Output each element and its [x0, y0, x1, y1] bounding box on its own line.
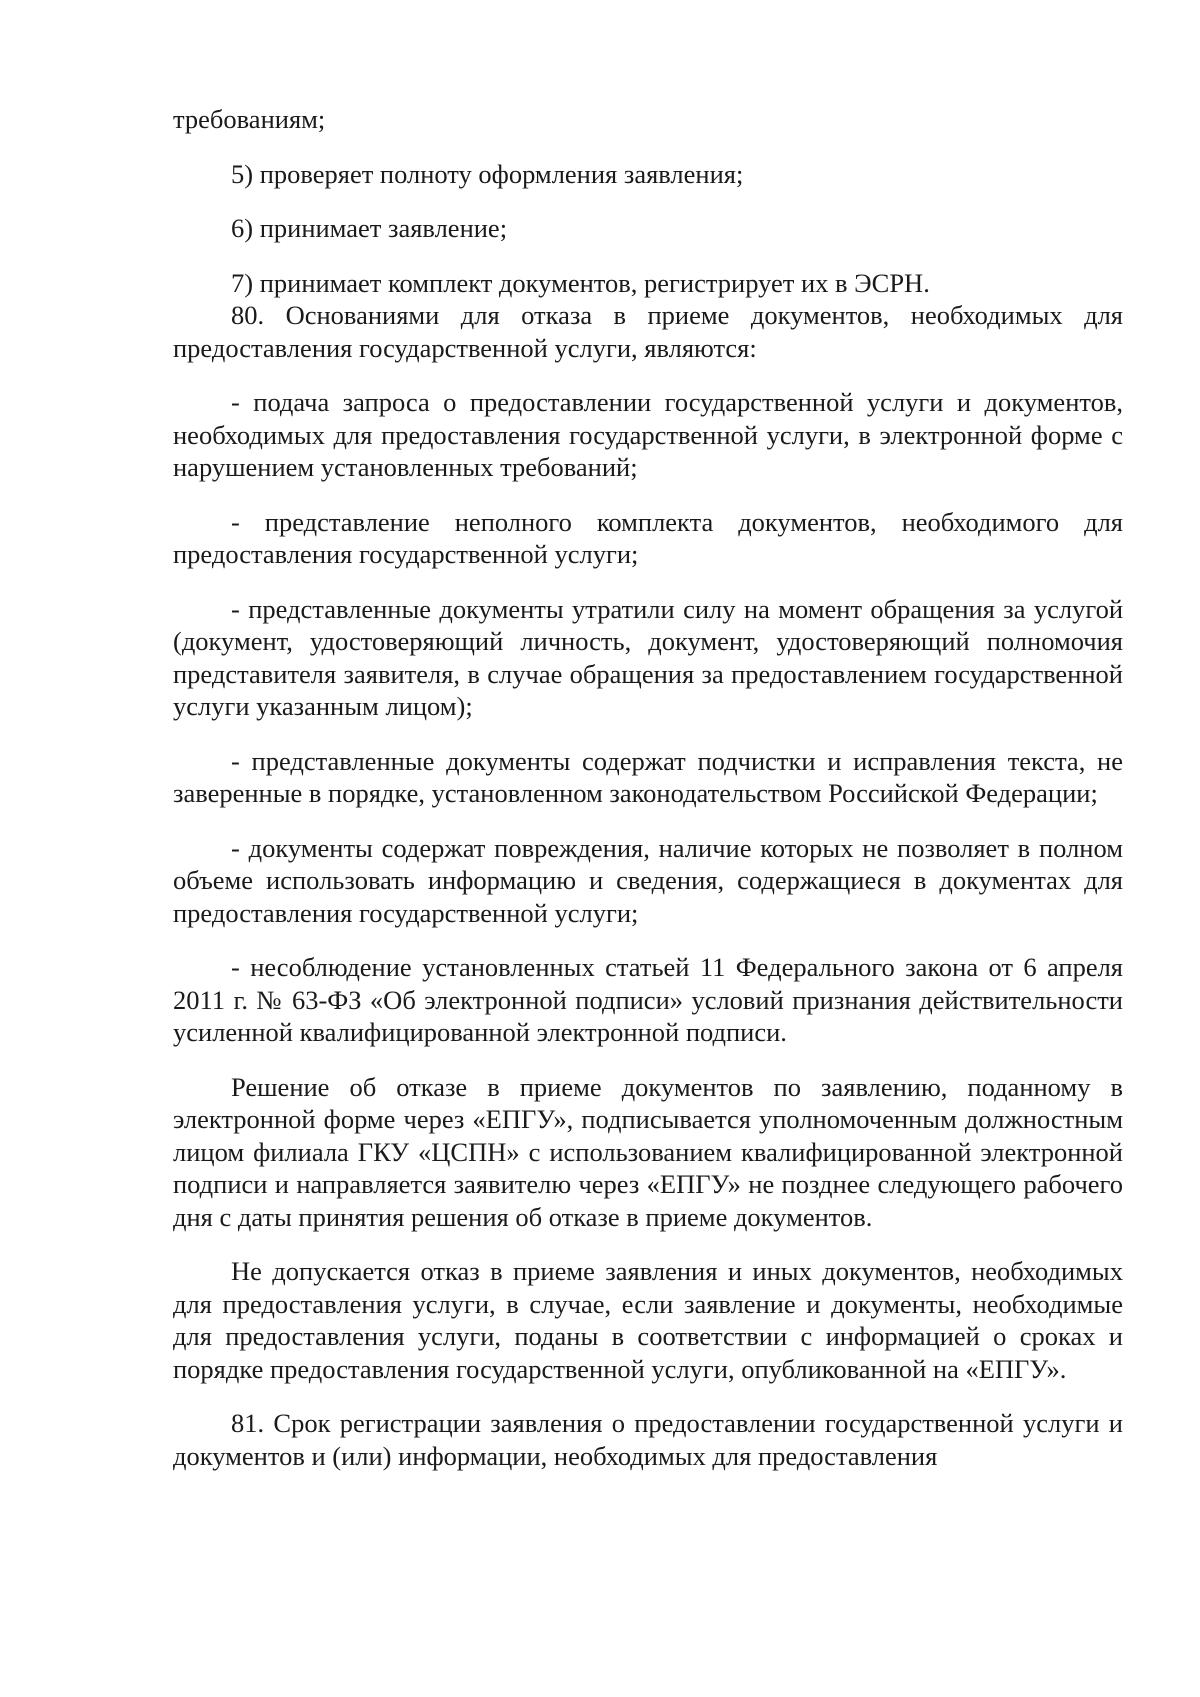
paragraph-reason-5: - документы содержат повреждения, наличие которых не позволяет в полном объеме использовать информацию и сведения, содержащиеся в документах для предоставления государственной услуги;	[173, 832, 1123, 928]
paragraph-reason-3: - представленные документы утратили силу на момент обращения за услугой (документ, удостоверяющий личность, документ, удостоверяющий полномочия представителя заявителя, в случае обращения за предоставлением государственной услуги указанным лицом);	[173, 593, 1123, 721]
paragraph-reason-2: - представление неполного комплекта документов, необходимого для предоставления государственной услуги;	[173, 506, 1123, 569]
paragraph-item-5: 5) проверяет полноту оформления заявления;	[231, 158, 744, 189]
paragraph-reason-6: - несоблюдение установленных статьей 11 Федерального закона от 6 апреля 2011 г. № 63-ФЗ «Об электронной подписи» условий признания действительности усиленной квалифицированной электронной подписи.	[173, 952, 1123, 1047]
paragraph-clause-81: 81. Срок регистрации заявления о предоставлении государственной услуги и документов и (или) информации, необходимых для предоставления	[173, 1408, 1123, 1471]
paragraph-decision: Решение об отказе в приеме документов по заявлению, поданному в электронной форме через «ЕПГУ», подписывается уполномоченным должностным лицом филиала ГКУ «ЦСПН» с использованием квалифицированной электронной подписи и направляется заявителю через «ЕПГУ» не позднее следующего рабочего дня с даты принятия решения об отказе в приеме документов.	[173, 1071, 1123, 1232]
paragraph-reason-1: - подача запроса о предоставлении государственной услуги и документов, необходимых для предоставления государственной услуги, в электронной форме с нарушением установленных требований;	[173, 387, 1123, 482]
paragraph-item-7: 7) принимает комплект документов, регистрирует их в ЭСРН.	[231, 267, 930, 298]
document-body	[173, 103, 1123, 1472]
paragraph-continuation: требованиям;	[173, 104, 326, 134]
paragraph-item-6: 6) принимает заявление;	[231, 213, 508, 243]
paragraph-reason-4: - представленные документы содержат подчистки и исправления текста, не заверенные в порядке, установленном законодательством Российской Федерации;	[173, 745, 1123, 808]
paragraph-not-allowed: Не допускается отказ в приеме заявления и иных документов, необходимых для предоставления услуги, в случае, если заявление и документы, необходимые для предоставления услуги, поданы в соответствии с информацией о сроках и порядке предоставления государственной услуги, опубликованной на «ЕПГУ».	[173, 1256, 1123, 1384]
paragraph-clause-80: 80. Основаниями для отказа в приеме документов, необходимых для предоставления государственной услуги, являются:	[173, 300, 1123, 363]
